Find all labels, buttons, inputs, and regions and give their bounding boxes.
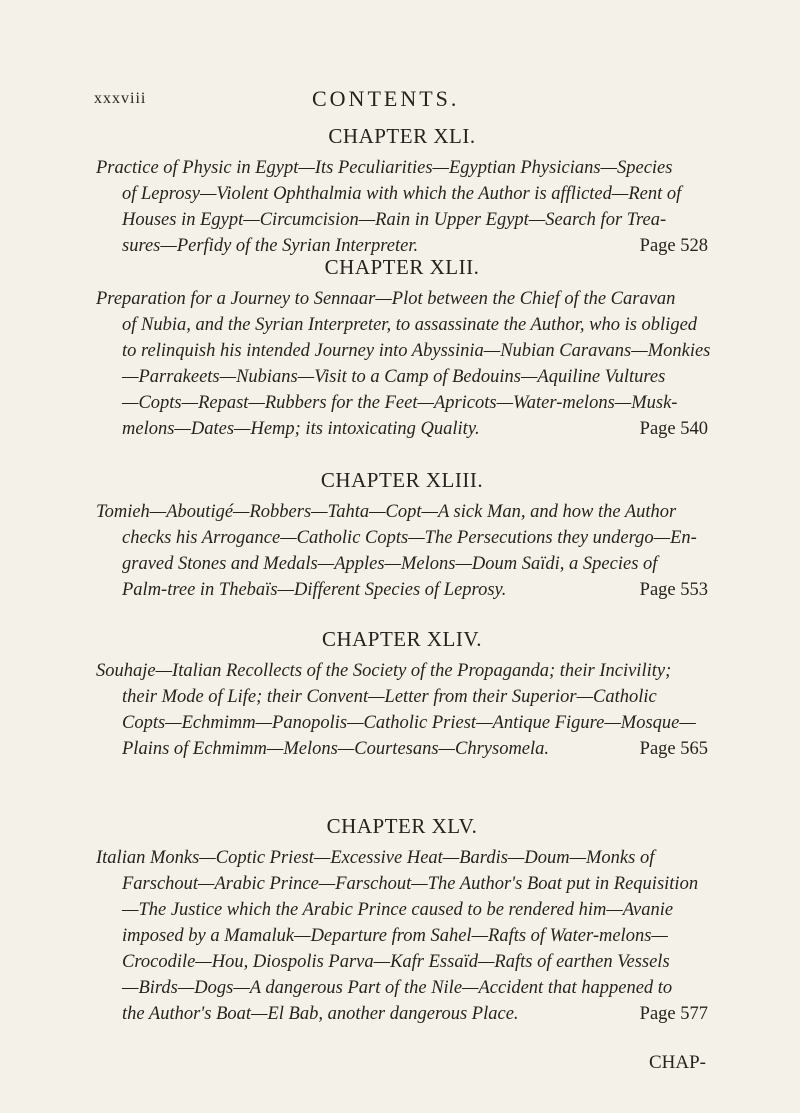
summary-line: Practice of Physic in Egypt—Its Peculiarities—Egyptian Physicians—Species — [96, 158, 673, 178]
chapter-summary — [96, 499, 708, 603]
summary-line-last — [96, 736, 708, 762]
chapter-heading: CHAPTER XLI. — [328, 124, 476, 148]
summary-line: Palm-tree in Thebaïs—Different Species of Leprosy. — [122, 580, 507, 600]
summary-line-last — [96, 416, 708, 442]
summary-line: Farschout—Arabic Prince—Farschout—The Author's Boat put in Requisition — [122, 874, 699, 894]
summary-line: —The Justice which the Arabic Prince caused to be rendered him—Avanie — [122, 900, 674, 920]
summary-line: —Parrakeets—Nubians—Visit to a Camp of Bedouins—Aquiline Vultures — [122, 367, 666, 387]
chapter-entry-xlv — [96, 814, 708, 1027]
running-title: CONTENTS. — [312, 86, 460, 111]
summary-line: their Mode of Life; their Convent—Letter from their Superior—Catholic — [122, 687, 657, 707]
summary-line: Copts—Echmimm—Panopolis—Catholic Priest—Antique Figure—Mosque— — [122, 713, 696, 733]
summary-line: melons—Dates—Hemp; its intoxicating Quality. — [122, 419, 480, 439]
chapter-summary — [96, 845, 708, 1027]
chapter-entry-xlii — [96, 255, 711, 442]
summary-line: to relinquish his intended Journey into Abyssinia—Nubian Caravans—Monkies — [122, 341, 711, 361]
summary-line: —Birds—Dogs—A dangerous Part of the Nile—Accident that happened to — [122, 978, 673, 998]
page-reference: Page 553 — [639, 580, 708, 600]
chapter-heading: CHAPTER XLIV. — [321, 627, 483, 651]
summary-line: Crocodile—Hou, Diospolis Parva—Kafr Essaïd—Rafts of earthen Vessels — [122, 952, 670, 972]
summary-line-last — [96, 1001, 708, 1027]
summary-line: Tomieh—Aboutigé—Robbers—Tahta—Copt—A sick Man, and how the Author — [96, 502, 677, 522]
summary-line: Preparation for a Journey to Sennaar—Plot between the Chief of the Caravan — [96, 289, 676, 309]
page-reference: Page 540 — [639, 419, 708, 439]
chapter-heading: CHAPTER XLIII. — [320, 468, 484, 492]
summary-line: Souhaje—Italian Recollects of the Society of the Propaganda; their Incivility; — [96, 661, 672, 681]
summary-line: the Author's Boat—El Bab, another dangerous Place. — [122, 1004, 519, 1024]
page-reference: Page 528 — [639, 236, 708, 256]
summary-line: of Nubia, and the Syrian Interpreter, to assassinate the Author, who is obliged — [122, 315, 698, 335]
page-reference: Page 565 — [639, 739, 708, 759]
summary-line: sures—Perfidy of the Syrian Interpreter. — [122, 236, 419, 256]
chapter-summary — [96, 286, 711, 442]
summary-line: —Copts—Repast—Rubbers for the Feet—Apricots—Water-melons—Musk- — [122, 393, 678, 413]
page-reference: Page 577 — [639, 1004, 708, 1024]
chapter-summary — [96, 155, 708, 259]
chapter-entry-xliii — [96, 468, 708, 603]
page-number: xxxviii — [94, 90, 147, 107]
summary-line: checks his Arrogance—Catholic Copts—The Persecutions they undergo—En- — [122, 528, 697, 548]
chapter-heading: CHAPTER XLII. — [324, 255, 480, 279]
summary-line: graved Stones and Medals—Apples—Melons—Doum Saïdi, a Species of — [122, 554, 658, 574]
chapter-heading: CHAPTER XLV. — [326, 814, 478, 838]
chapter-entry-xli — [96, 124, 708, 259]
summary-line: of Leprosy—Violent Ophthalmia with which the Author is afflicted—Rent of — [122, 184, 682, 204]
summary-line: imposed by a Mamaluk—Departure from Sahel—Rafts of Water-melons— — [122, 926, 668, 946]
chapter-entry-xliv — [96, 627, 708, 762]
chapter-summary — [96, 658, 708, 762]
summary-line: Plains of Echmimm—Melons—Courtesans—Chrysomela. — [122, 739, 550, 759]
summary-line: Houses in Egypt—Circumcision—Rain in Upper Egypt—Search for Trea- — [122, 210, 667, 230]
summary-line: Italian Monks—Coptic Priest—Excessive Heat—Bardis—Doum—Monks of — [96, 848, 655, 868]
summary-line-last — [96, 577, 708, 603]
catchword: CHAP- — [648, 1052, 706, 1073]
